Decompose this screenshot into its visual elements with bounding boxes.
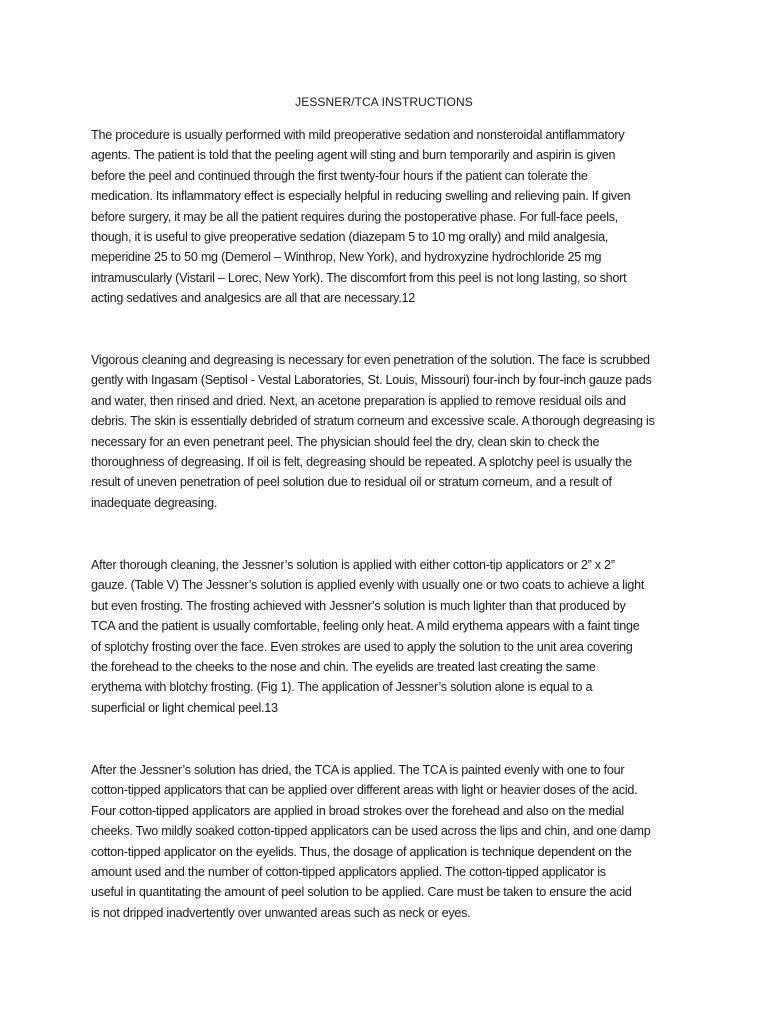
- paragraph-line: is not dripped inadvertently over unwanted areas such as neck or eyes.: [91, 905, 471, 920]
- paragraph-line: before surgery, it may be all the patient requires during the postoperative phase. For full-face peels,: [91, 209, 619, 224]
- paragraph-line: The procedure is usually performed with mild preoperative sedation and nonsteroidal antiflammatory: [91, 128, 625, 142]
- paragraph-line: meperidine 25 to 50 mg (Demerol – Winthrop, New York), and hydroxyzine hydrochloride 25 mg: [91, 250, 602, 265]
- paragraph-line: the forehead to the cheeks to the nose and chin. The eyelids are treated last creating the same: [91, 659, 596, 674]
- paragraph-line: inadequate degreasing.: [91, 495, 218, 510]
- paragraph-line: erythema with blotchy frosting. (Fig 1). The application of Jessner’s solution alone is equal to a: [91, 680, 593, 695]
- paragraph-line: cheeks. Two mildly soaked cotton-tipped applicators can be used across the lips and chin, and one damp: [91, 824, 651, 839]
- paragraph-line: amount used and the number of cotton-tipped applicators applied. The cotton-tipped applicator is: [91, 864, 606, 879]
- paragraph-line: of splotchy frosting over the face. Even strokes are used to apply the solution to the unit area covering: [91, 639, 633, 654]
- paragraph-line: After the Jessner’s solution has dried, the TCA is applied. The TCA is painted evenly with one to four: [91, 763, 625, 777]
- paragraph-tca-application: [91, 760, 679, 923]
- paragraph-line: necessary for an even penetrant peel. The physician should feel the dry, clean skin to check the: [91, 434, 600, 449]
- paragraph-line: debris. The skin is essentially debrided of stratum corneum and excessive scale. A thorough degreasing is: [91, 414, 655, 429]
- document-title: JESSNER/TCA INSTRUCTIONS: [295, 95, 473, 109]
- paragraph-line: acting sedatives and analgesics are all that are necessary.12: [91, 291, 416, 306]
- paragraph-line: superficial or light chemical peel.13: [91, 700, 278, 715]
- paragraph-line: Four cotton-tipped applicators are applied in broad strokes over the forehead and also on the medial: [91, 803, 624, 818]
- paragraph-line: cotton-tipped applicator on the eyelids. Thus, the dosage of application is technique dependent on the: [91, 844, 632, 859]
- paragraph-line: agents. The patient is told that the peeling agent will sting and burn temporarily and aspirin is given: [91, 148, 616, 163]
- paragraph-line: cotton-tipped applicators that can be applied over different areas with light or heavier doses of the acid.: [91, 783, 638, 798]
- paragraph-jessner-application: [91, 555, 679, 718]
- paragraph-sedation: [91, 125, 679, 309]
- paragraph-line: TCA and the patient is usually comfortable, feeling only heat. A mild erythema appears with a faint tinge: [91, 619, 640, 634]
- paragraph-cleaning: [91, 350, 679, 513]
- paragraph-line: gauze. (Table V) The Jessner’s solution is applied evenly with usually one or two coats to achieve a light: [91, 578, 645, 593]
- paragraph-line: result of uneven penetration of peel solution due to residual oil or stratum corneum, and a result of: [91, 475, 612, 490]
- paragraph-line: though, it is useful to give preoperative sedation (diazepam 5 to 10 mg orally) and mild analgesia,: [91, 229, 609, 244]
- paragraph-line: medication. Its inflammatory effect is especially helpful in reducing swelling and relieving pain. If given: [91, 189, 631, 204]
- paragraph-line: thoroughness of degreasing. If oil is felt, degreasing should be repeated. A splotchy peel is usually the: [91, 454, 632, 469]
- paragraph-line: before the peel and continued through the first twenty-four hours if the patient can tolerate the: [91, 168, 588, 183]
- paragraph-line: and water, then rinsed and dried. Next, an acetone preparation is applied to remove residual oils and: [91, 393, 626, 408]
- paragraph-line: Vigorous cleaning and degreasing is necessary for even penetration of the solution. The face is scrubbed: [91, 353, 650, 367]
- paragraph-line: After thorough cleaning, the Jessner’s solution is applied with either cotton-tip applicators or 2” x 2”: [91, 558, 615, 572]
- paragraph-line: useful in quantitating the amount of peel solution to be applied. Care must be taken to ensure the acid: [91, 885, 632, 900]
- paragraph-line: gently with Ingasam (Septisol - Vestal Laboratories, St. Louis, Missouri) four-inch by four-inch gauze pads: [91, 373, 652, 388]
- paragraph-line: but even frosting. The frosting achieved with Jessner’s solution is much lighter than that produced by: [91, 598, 626, 613]
- paragraph-line: intramuscularly (Vistaril – Lorec, New York). The discomfort from this peel is not long lasting, so short: [91, 270, 627, 285]
